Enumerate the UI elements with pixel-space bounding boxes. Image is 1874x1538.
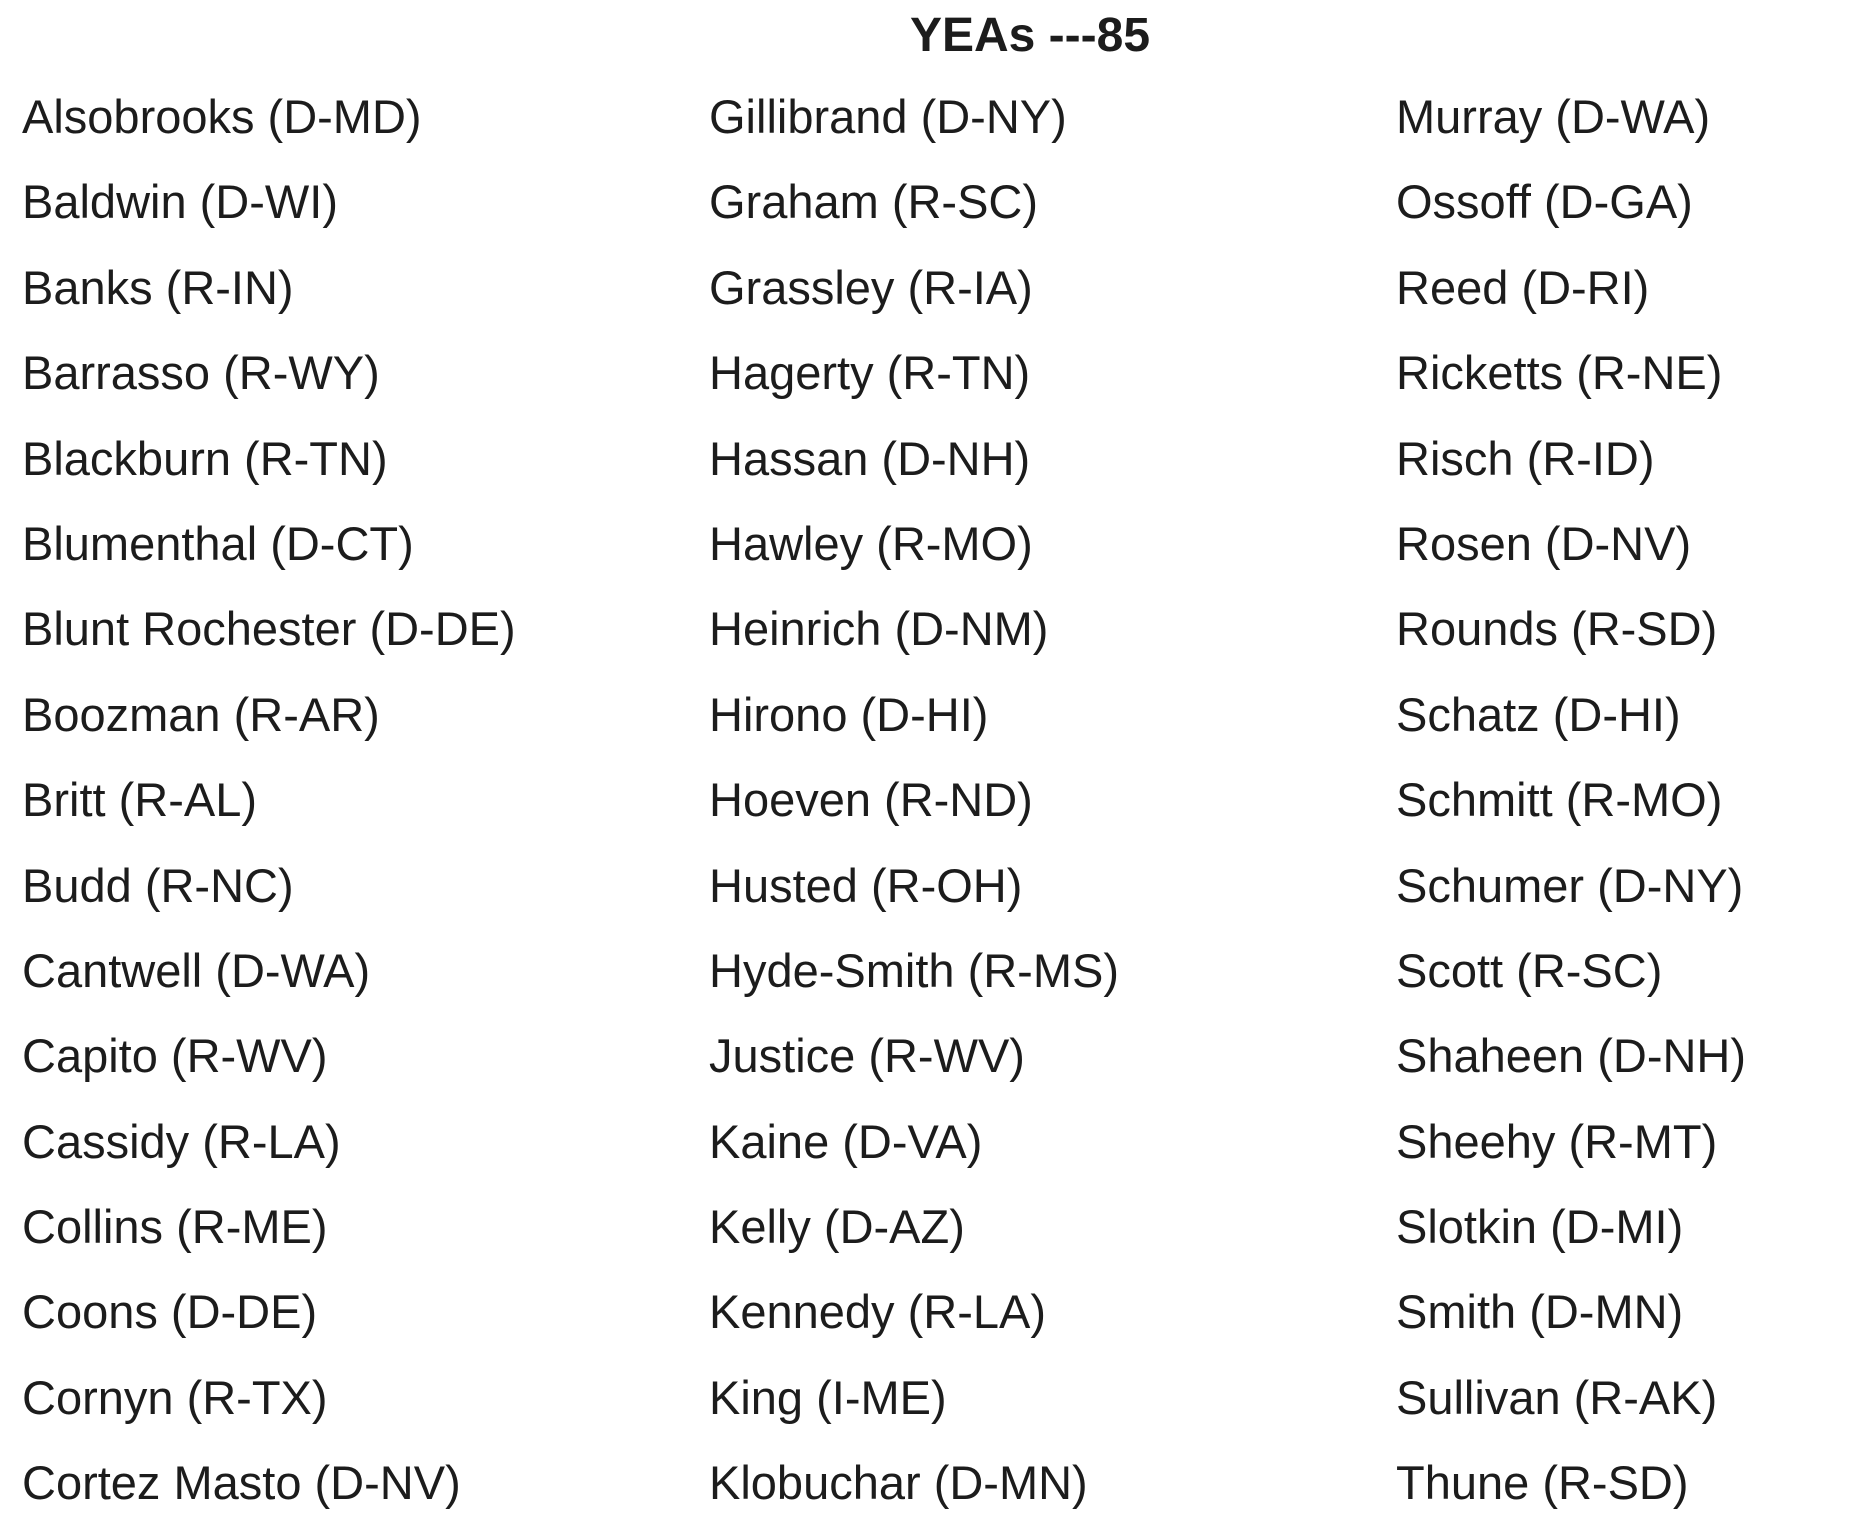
- senator-entry: Blackburn (R-TN): [22, 431, 388, 485]
- senator-entry: Rosen (D-NV): [1396, 516, 1692, 570]
- senator-entry: Kaine (D-VA): [709, 1114, 983, 1168]
- senator-entry: Heinrich (D-NM): [709, 602, 1049, 656]
- senator-entry: Thune (R-SD): [1396, 1456, 1689, 1510]
- senator-entry: Rounds (R-SD): [1396, 602, 1718, 656]
- senator-entry: Coons (D-DE): [22, 1285, 318, 1339]
- senator-entry: Cortez Masto (D-NV): [22, 1456, 461, 1510]
- senator-entry: Banks (R-IN): [22, 260, 294, 314]
- senator-entry: Hagerty (R-TN): [709, 346, 1031, 400]
- senator-entry: Grassley (R-IA): [709, 260, 1033, 314]
- senator-entry: Scott (R-SC): [1396, 943, 1663, 997]
- senator-entry: Murray (D-WA): [1396, 90, 1711, 143]
- senator-entry: Ossoff (D-GA): [1396, 175, 1693, 229]
- senator-entry: Smith (D-MN): [1396, 1285, 1684, 1339]
- senator-entry: Capito (R-WV): [22, 1029, 328, 1083]
- senator-entry: King (I-ME): [709, 1370, 947, 1424]
- senator-column-3: [1396, 86, 1746, 1538]
- senator-entry: Klobuchar (D-MN): [709, 1456, 1088, 1510]
- senator-column-1: [22, 86, 516, 1538]
- senator-entry: Schumer (D-NY): [1396, 858, 1744, 912]
- senator-entry: Cornyn (R-TX): [22, 1370, 328, 1424]
- senator-entry: Collins (R-ME): [22, 1200, 328, 1254]
- senator-entry: Kelly (D-AZ): [709, 1200, 965, 1254]
- senator-entry: Kennedy (R-LA): [709, 1285, 1046, 1339]
- senator-entry: Schmitt (R-MO): [1396, 773, 1723, 827]
- senator-column-2: [709, 86, 1119, 1538]
- senator-entry: Cassidy (R-LA): [22, 1114, 341, 1168]
- senator-entry: Britt (R-AL): [22, 773, 257, 827]
- senator-entry: Husted (R-OH): [709, 858, 1023, 912]
- senator-columns: [22, 86, 1874, 1522]
- senator-entry: Baldwin (D-WI): [22, 175, 338, 229]
- senator-entry: Ricketts (R-NE): [1396, 346, 1723, 400]
- senator-entry: Justice (R-WV): [709, 1029, 1025, 1083]
- senator-entry: Blunt Rochester (D-DE): [22, 602, 516, 656]
- senator-entry: Risch (R-ID): [1396, 431, 1655, 485]
- senator-entry: Graham (R-SC): [709, 175, 1039, 229]
- senator-entry: Hassan (D-NH): [709, 431, 1031, 485]
- vote-tally-heading: YEAs ---85: [909, 9, 1151, 62]
- senator-entry: Hirono (D-HI): [709, 687, 989, 741]
- senator-entry: Gillibrand (D-NY): [709, 90, 1067, 143]
- senator-entry: Schatz (D-HI): [1396, 687, 1681, 741]
- senator-entry: Blumenthal (D-CT): [22, 516, 414, 570]
- senator-entry: Sheehy (R-MT): [1396, 1114, 1718, 1168]
- senator-entry: Hoeven (R-ND): [709, 773, 1033, 827]
- senator-entry: Hawley (R-MO): [709, 516, 1033, 570]
- senator-entry: Boozman (R-AR): [22, 687, 380, 741]
- senator-entry: Shaheen (D-NH): [1396, 1029, 1747, 1083]
- senator-entry: Slotkin (D-MI): [1396, 1200, 1684, 1254]
- senator-entry: Barrasso (R-WY): [22, 346, 380, 400]
- senator-entry: Cantwell (D-WA): [22, 943, 371, 997]
- senator-entry: Sullivan (R-AK): [1396, 1370, 1718, 1424]
- senator-entry: Alsobrooks (D-MD): [22, 90, 422, 143]
- senator-entry: Hyde-Smith (R-MS): [709, 943, 1119, 997]
- senator-entry: Budd (R-NC): [22, 858, 294, 912]
- senator-entry: Reed (D-RI): [1396, 260, 1650, 314]
